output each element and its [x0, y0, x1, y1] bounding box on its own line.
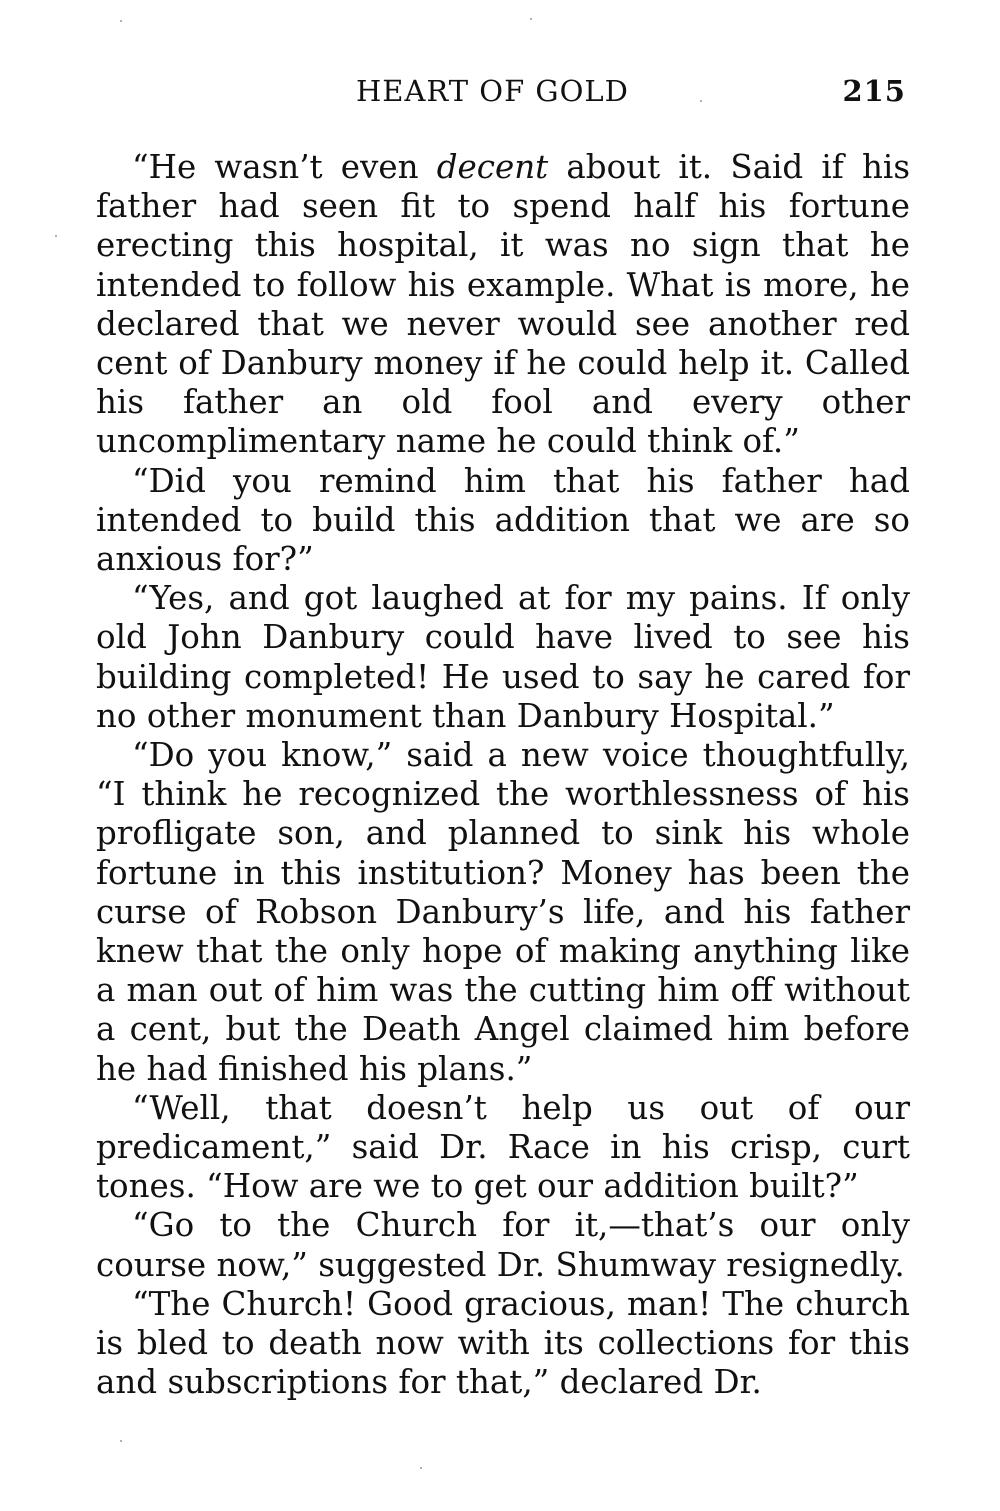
paragraph: “Go to the Church for it,—that’s our only course now,” suggested Dr. Shumway resignedly. [96, 1206, 910, 1284]
scan-speck [530, 18, 532, 20]
paragraph: “He wasn’t even decent about it. Said if his father had seen fit to spend half his fortune erecting this hospital, it was no sign that he intended to follow his example. What is more, he declared that we never would see another red cent of Danbury money if he could help it. Called his father an old fool and every other uncomplimentary name he could think of.” [96, 148, 910, 461]
paragraph: “Well, that doesn’t help us out of our predicament,” said Dr. Race in his crisp, curt tones. “How are we to get our addition built?” [96, 1088, 910, 1206]
scan-speck [55, 235, 57, 237]
running-head [0, 74, 1000, 114]
paragraph: “The Church! Good gracious, man! The church is bled to death now with its collections for this and subscriptions for that,” declared Dr. [96, 1284, 910, 1402]
paragraph: “Yes, and got laughed at for my pains. If only old John Danbury could have lived to see his building completed! He used to say he cared for no other monument than Danbury Hospital.” [96, 579, 910, 735]
page-number: 215 [842, 74, 906, 108]
running-title: HEART OF GOLD [356, 74, 629, 108]
emphasis-word: decent [436, 148, 549, 186]
scan-speck [120, 1440, 122, 1442]
scan-speck [420, 1467, 422, 1469]
body-text [96, 148, 910, 1403]
paragraph: “Did you remind him that his father had intended to build this addition that we are so anxious for?” [96, 461, 910, 579]
scan-speck [120, 20, 122, 22]
paragraph: “Do you know,” said a new voice thoughtfully, “I think he recognized the worthlessness of his profligate son, and planned to sink his whole fortune in this institution? Money has been the curse of Robson Danbury’s life, and his father knew that the only hope of making anything like a man out of him was the cutting him off without a cent, but the Death Angel claimed him before he had finished his plans.” [96, 736, 910, 1088]
scan-speck [700, 100, 702, 102]
